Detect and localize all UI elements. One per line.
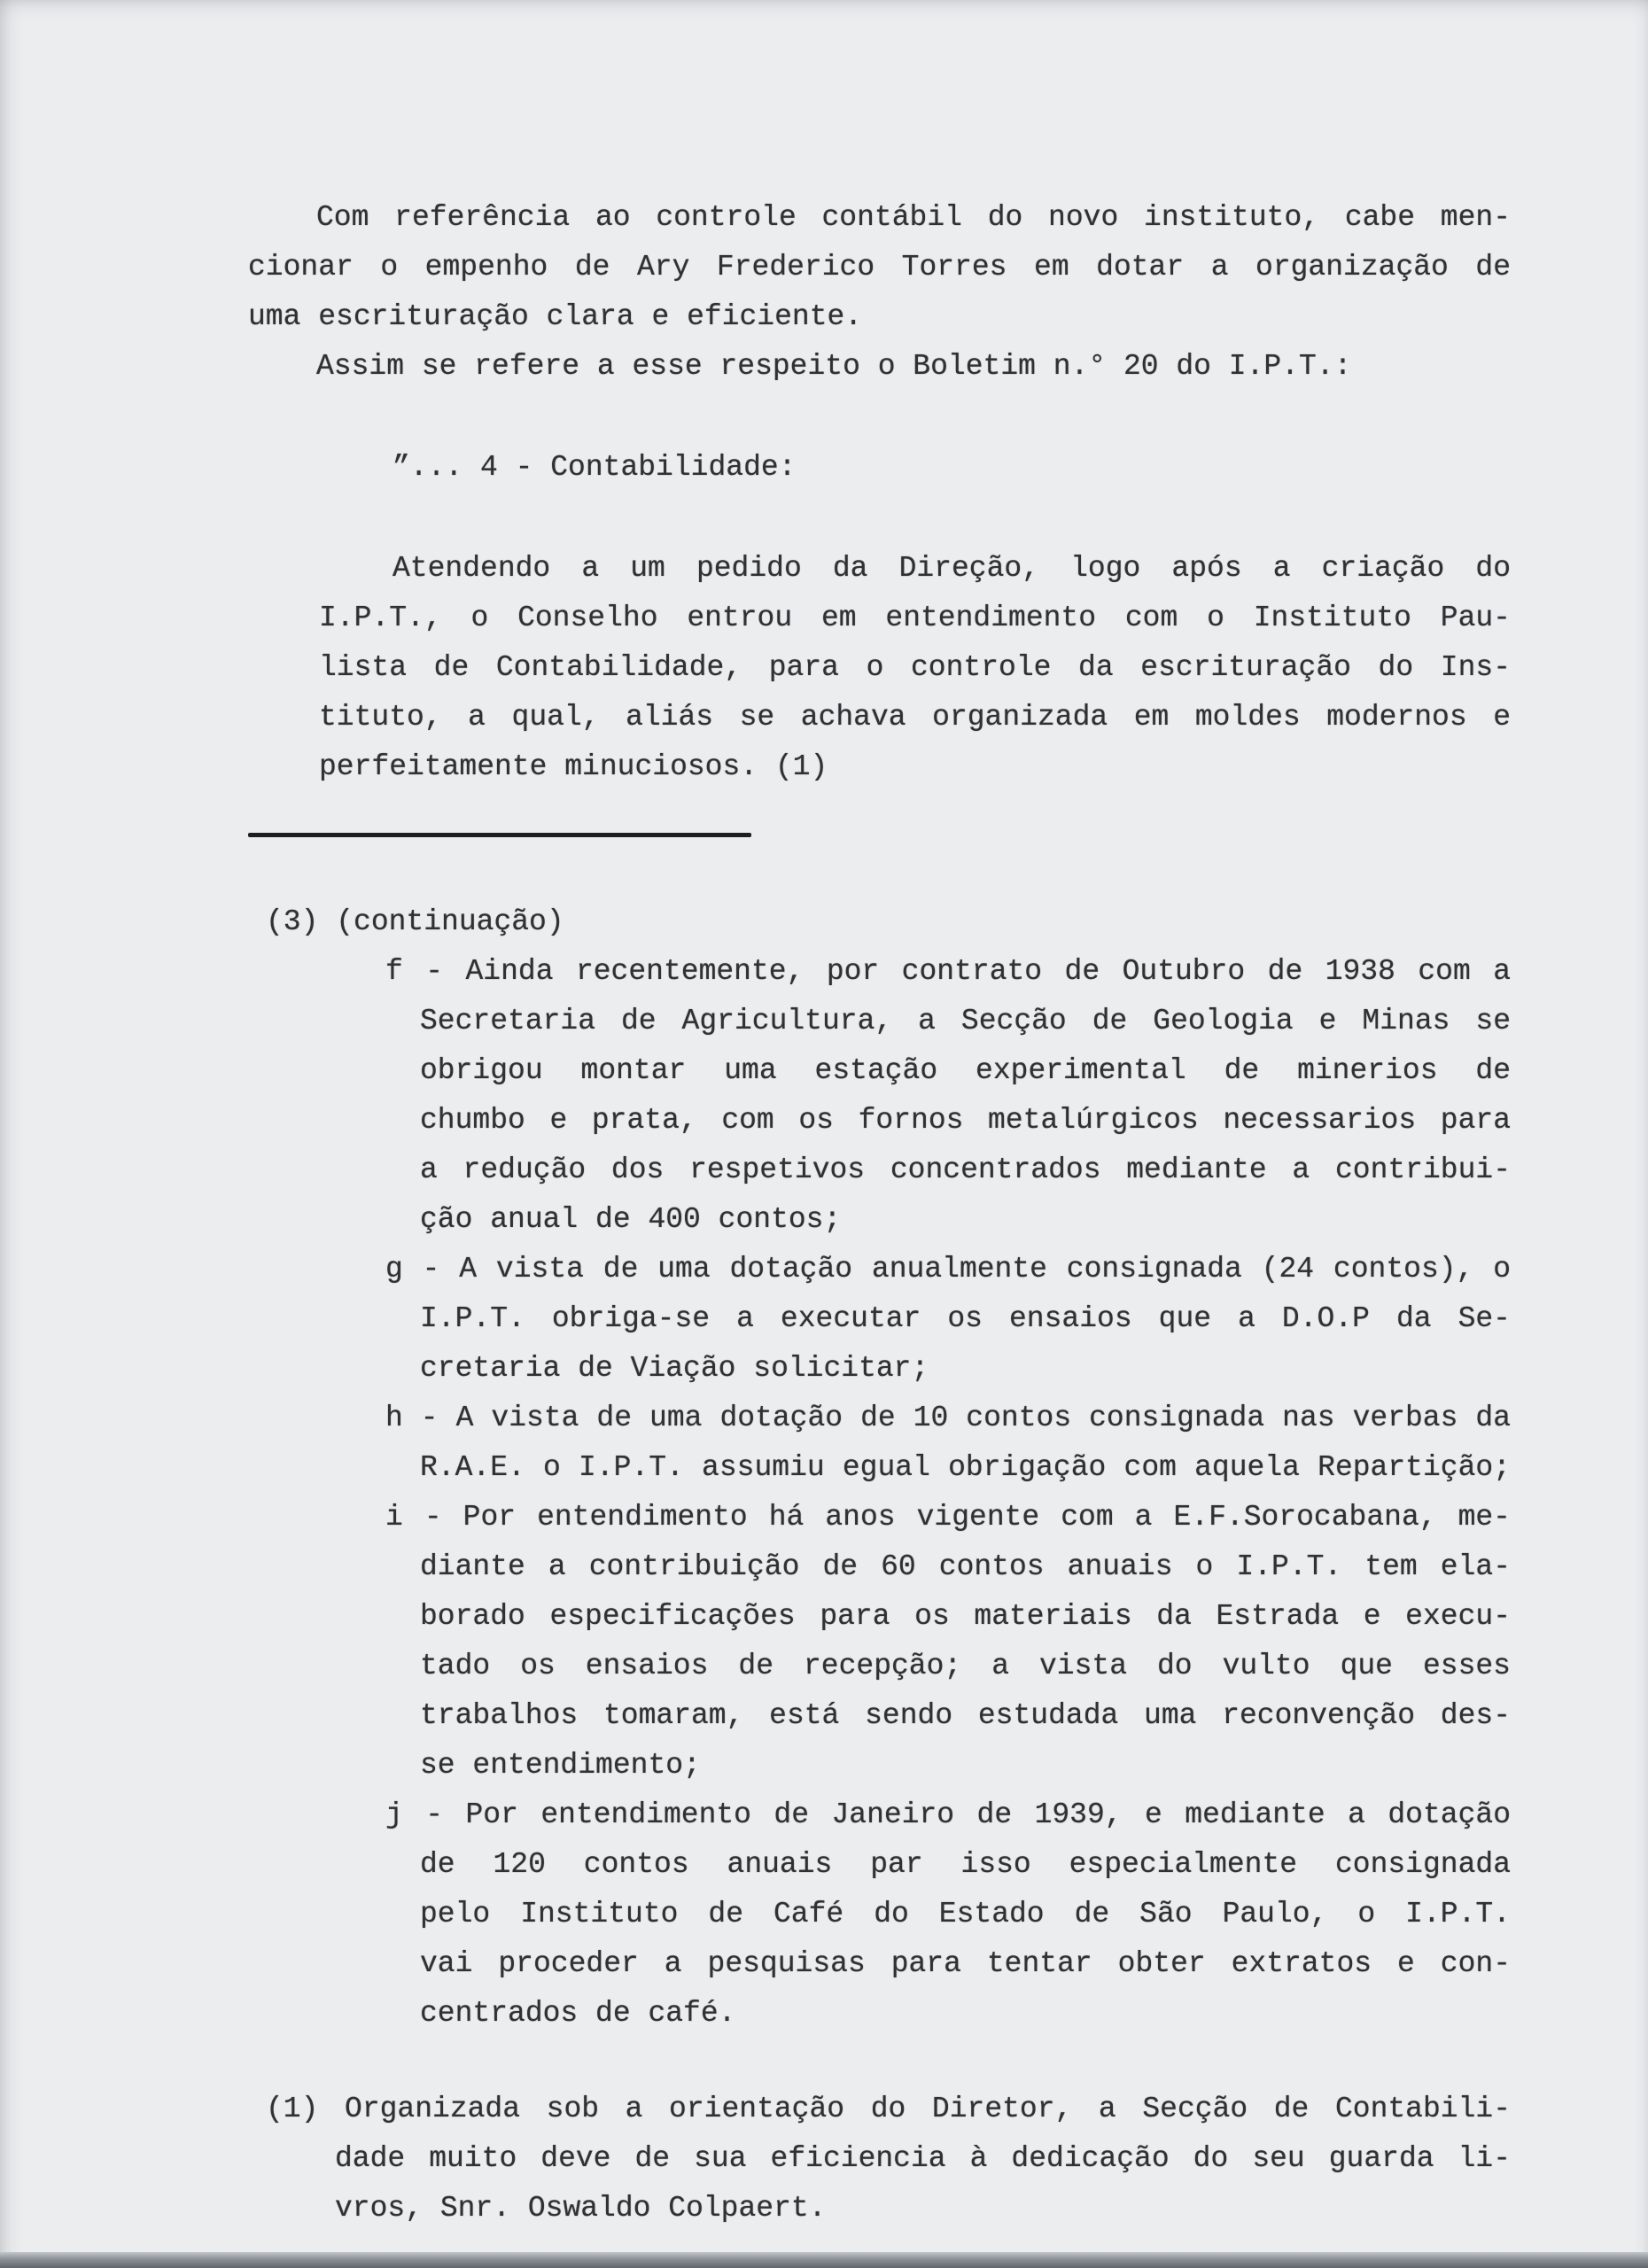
text-line: i - Por entendimento há anos vigente com a E.F.Sorocabana, me- xyxy=(385,1501,1511,1534)
text-line: centrados de café. xyxy=(420,1997,736,2030)
text-line: Assim se refere a esse respeito o Boletim n.° 20 do I.P.T.: xyxy=(316,350,1352,383)
text-line: j - Por entendimento de Janeiro de 1939, e mediante a dotação xyxy=(385,1798,1511,1831)
text-line: g - A vista de uma dotação anualmente consignada (24 contos), o xyxy=(385,1253,1511,1285)
text-line: chumbo e prata, com os fornos metalúrgicos necessarios para xyxy=(420,1104,1511,1137)
text-line: dade muito deve de sua eficiencia à dedicação do seu guarda li- xyxy=(335,2142,1511,2175)
text-line: Atendendo a um pedido da Direção, logo após a criação do xyxy=(393,552,1511,585)
text-line: h - A vista de uma dotação de 10 contos consignada nas verbas da xyxy=(385,1402,1511,1434)
text-line: vai proceder a pesquisas para tentar obter extratos e con- xyxy=(420,1947,1511,1980)
text-line: de 120 contos anuais par isso especialmente consignada xyxy=(420,1848,1511,1881)
text-line: a redução dos respetivos concentrados mediante a contribui- xyxy=(420,1153,1511,1186)
text-line: I.P.T. obriga-se a executar os ensaios que a D.O.P da Se- xyxy=(420,1302,1511,1335)
text-line: cionar o empenho de Ary Frederico Torres em dotar a organização de xyxy=(248,251,1511,284)
text-line: I.P.T., o Conselho entrou em entendimento com o Instituto Pau- xyxy=(319,602,1511,634)
text-line: diante a contribuição de 60 contos anuais o I.P.T. tem ela- xyxy=(420,1550,1511,1583)
text-line: Secretaria de Agricultura, a Secção de Geologia e Minas se xyxy=(420,1005,1511,1037)
text-line: tado os ensaios de recepção; a vista do vulto que esses xyxy=(420,1650,1511,1682)
text-line: ”... 4 - Contabilidade: xyxy=(393,451,797,484)
text-line: pelo Instituto de Café do Estado de São Paulo, o I.P.T. xyxy=(420,1898,1511,1930)
document-text xyxy=(0,193,1511,2233)
text-line: cretaria de Viação solicitar; xyxy=(420,1352,929,1385)
text-line: se entendimento; xyxy=(420,1749,701,1782)
text-line: trabalhos tomaram, está sendo estudada uma reconvenção des- xyxy=(420,1699,1511,1732)
text-line: tituto, a qual, aliás se achava organizada em moldes modernos e xyxy=(319,701,1511,734)
text-line: R.A.E. o I.P.T. assumiu egual obrigação com aquela Repartição; xyxy=(420,1451,1511,1484)
text-line: Com referência ao controle contábil do novo instituto, cabe men- xyxy=(316,201,1511,234)
text-line: f - Ainda recentemente, por contrato de Outubro de 1938 com a xyxy=(385,955,1511,988)
text-line: uma escrituração clara e eficiente. xyxy=(248,300,863,333)
text-line: vros, Snr. Oswaldo Colpaert. xyxy=(335,2192,827,2225)
text-line: lista de Contabilidade, para o controle da escrituração do Ins- xyxy=(319,651,1511,684)
text-line: (3) (continuação) xyxy=(266,905,564,938)
text-line: obrigou montar uma estação experimental de minerios de xyxy=(420,1054,1511,1087)
text-line: (1) Organizada sob a orientação do Diretor, a Secção de Contabili- xyxy=(266,2093,1511,2125)
text-line: borado especificações para os materiais da Estrada e execu- xyxy=(420,1600,1511,1633)
scan-bottom-edge xyxy=(0,2252,1648,2268)
footnote-divider-rule xyxy=(248,833,751,837)
text-line: ção anual de 400 contos; xyxy=(420,1203,842,1236)
text-line: perfeitamente minuciosos. (1) xyxy=(319,750,828,783)
